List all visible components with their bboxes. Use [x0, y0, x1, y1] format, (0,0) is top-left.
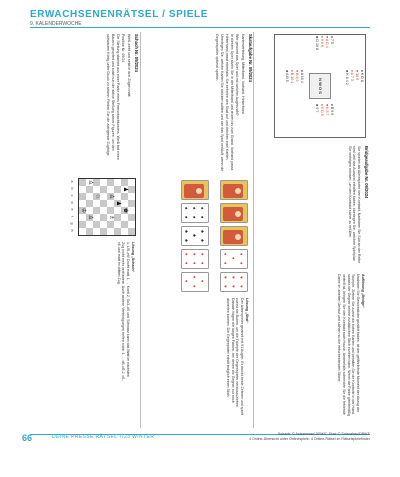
- bridge-solution-heading: Auflösung „Bridge“: [361, 274, 365, 308]
- chess-square: [121, 221, 128, 228]
- chess-square: [86, 228, 93, 235]
- bridge-hand-north: [335, 69, 365, 103]
- playing-card: [220, 226, 248, 246]
- bridge-compass: N W O S: [309, 73, 331, 99]
- chess-square: [79, 179, 86, 186]
- chess-square: [114, 186, 121, 193]
- column-divider: [140, 32, 141, 428]
- playing-card: ♦ ♦ ♦ ♦ ♦: [220, 249, 248, 269]
- bridge-intro: Sie spielen als Alleinspieler den Kontrakt. Nachdem Sie Süd an der Reihe sind und das Ausspiel erhalten haben, überlegen Sie, welchen Spielplan Sie verfolgen müssen, um den Kontrakt sicher zu erfüllen.: [347, 146, 362, 264]
- bridge-suit-line: ♥ 10 9: [355, 70, 359, 81]
- chess-board: [78, 178, 136, 236]
- chess-caption: Weiß zieht und setzt in drei Zügen matt: [127, 34, 132, 97]
- playing-card: ♥ ♥ ♥ ♥ ♥ ♥: [220, 272, 248, 292]
- chess-square: [93, 207, 100, 214]
- chess-file-label: g: [70, 222, 74, 225]
- chess-square: [86, 200, 93, 207]
- page-title: ERWACHSENENRÄTSEL / SPIELE: [30, 9, 209, 20]
- chess-intro: Die Stellung stammt aus einer Partie eines Fernschachturniers. Weiß hat einen Bauern geopfert und nutzt nun die aktive Stellung seiner Figuren, um den schwarzen König unter Druck zu setzen. Finden Sie die zwingende Zugfolge.: [106, 34, 120, 160]
- playing-card: ♦ ♦ ♦ ♦: [181, 272, 209, 292]
- page-number: 66: [22, 433, 33, 443]
- chess-square: [107, 186, 114, 193]
- chess-square: [121, 214, 128, 221]
- chess-square: [114, 221, 121, 228]
- chess-square: [86, 186, 93, 193]
- chess-square: [86, 221, 93, 228]
- bridge-hand-west: [305, 35, 335, 69]
- playing-card: [220, 180, 248, 200]
- playing-card: ♦ ♦ ♦ ♦ ♦ ♦: [181, 249, 209, 269]
- chess-file-label: f: [70, 216, 74, 217]
- bridge-suit-line: ♣ K 6 4 2: [345, 70, 349, 85]
- bridge-suit-line: ♥ K 8 7: [325, 104, 329, 116]
- chess-square: [128, 186, 135, 193]
- chess-square: [100, 200, 107, 207]
- chess-square: [107, 228, 114, 235]
- bridge-hand-south: [275, 69, 305, 103]
- chess-square: [128, 214, 135, 221]
- bridge-suit-line: ♣ A B 5: [285, 70, 289, 82]
- chess-square: [79, 186, 86, 193]
- header-divider: [30, 27, 370, 28]
- chess-square: [107, 200, 114, 207]
- page-subtitle: 9. KALENDERWOCHE: [30, 21, 82, 27]
- chess-square: [107, 179, 114, 186]
- chess-square: [121, 228, 128, 235]
- bridge-heading: Bridgeaufgabe Nr. 09/2024: [364, 146, 369, 199]
- bridge-solution-text: Nachdem Sie Gewinnstiche gezählt haben, ist der gefährlichste Moment der Abzug der Trümpfe. Ziehen Sie zuerst die hohen Karten und behalten Sie die Kontrolle in der Hand, sodass der Gegner keinen zusätzlichen Stich erzielen kann. Wenn die Farbe gleichmäßig verteilt ist, bringen Sie den Kontrakt nach Hause. Andernfalls schneiden Sie die fehlende Dame im zweiten Umlauf und sichern so die entscheidenden Stiche.: [337, 274, 361, 417]
- chess-square: [100, 228, 107, 235]
- chess-square: [79, 193, 86, 200]
- chess-square: ♔: [80, 207, 86, 214]
- bridge-suit-line: ♣ 9 7: [315, 104, 319, 113]
- chess-square: [128, 207, 135, 214]
- chess-solution-heading: Lösung „Schach“: [131, 242, 135, 273]
- chess-square: [100, 179, 107, 186]
- chess-square: [100, 207, 107, 214]
- chess-square: [114, 228, 121, 235]
- chess-square: ♗: [108, 214, 114, 221]
- skat-solution-text: Der Alleinspieler gewinnt mit 91 Augen. Er drückt beide Zehnen und spielt zuerst die Buben, um die Trümpfe der Gegenspieler herauszuziehen. Danach folgen die langen Farben, bei denen die Gegner nur noch abwerfen können. Die Gegenpartei erhält lediglich einen Stich.: [225, 298, 245, 416]
- chess-square: [121, 193, 128, 200]
- bridge-suit-line: ♠ 7 5: [330, 36, 334, 44]
- chess-square: [93, 200, 100, 207]
- chess-heading: Schach Nr. 09/2024: [134, 34, 139, 72]
- chess-square: [114, 214, 121, 221]
- bridge-suit-line: ♦ A 7 3: [350, 70, 354, 81]
- chess-square: [107, 221, 114, 228]
- credits-line: Schach: © Aufsammerl DRIKE, Skat: © Schwabes/DRIKE: [278, 432, 370, 436]
- chess-panel: [34, 34, 138, 424]
- chess-square: ♙: [87, 214, 93, 221]
- bridge-suit-line: ♣ D 10 8: [315, 36, 319, 50]
- chess-square: [100, 193, 107, 200]
- skat-question: Wer gewinnt das Spiel und mit welcher Augenzahl?: [235, 34, 240, 116]
- chess-file-label: h: [70, 229, 74, 232]
- chess-square: [100, 186, 107, 193]
- chess-square: [93, 228, 100, 235]
- chess-square: [114, 179, 121, 186]
- chess-square: ♙: [87, 179, 93, 186]
- playing-card: ♣ ♣ ♣ ♣ ♣: [181, 226, 209, 246]
- chess-square: [128, 200, 135, 207]
- chess-square: [79, 228, 86, 235]
- chess-square: [121, 179, 128, 186]
- chess-square: [114, 193, 121, 200]
- bridge-suit-line: ♦ 9 8 6: [320, 36, 324, 47]
- chess-square: [79, 221, 86, 228]
- bridge-hand-east: [305, 103, 335, 137]
- chess-square: [128, 221, 135, 228]
- footer-credits: [249, 432, 370, 442]
- bridge-suit-line: ♠ K D 8: [360, 70, 364, 82]
- chess-solution-text: 1. Lf5–e6! Droht matt. 1. ... Kxe6 2. Sc3–d5 und Schwarz kann das Matt im nächsten Zug nicht mehr verhindern. Auch andere Verteidigungen helfen nicht: 1. ... d6–d5 2. c5–c6 und matt im dritten Zug.: [116, 242, 131, 382]
- chess-square: [93, 186, 100, 193]
- skat-intro: In diesem Spiel sitzen Sie in der Mittelhand und reizen bis zum Grand. Vorhand passt, Hinterhand passt ebenfalls. Sie nehmen den Skat auf und drücken zwei Karten. Überlegen Sie, welche Karten Sie drücken sollten und wie das Spiel verläuft, wenn die Gegenspieler optimal spielen.: [215, 34, 234, 172]
- chess-square: [128, 193, 135, 200]
- chess-file-label: e: [70, 208, 74, 211]
- column-divider: [253, 32, 254, 428]
- chess-square: [121, 200, 128, 207]
- chess-square: [79, 214, 86, 221]
- bridge-suit-line: ♠ B 9 6: [330, 104, 334, 116]
- credits-line: 4 Online-Übersicht unter Onlinespiele: 4 Online-Rätsel im Rätselspielefinder: [249, 437, 370, 441]
- playing-card: ♠ ♠ ♠ ♠ ♠ ♠: [181, 203, 209, 223]
- bridge-suit-line: ♦ B 10 4: [290, 70, 294, 84]
- bridge-suit-line: ♥ B 6 5: [295, 70, 299, 82]
- chess-square: [107, 207, 114, 214]
- skat-cards: [176, 180, 252, 292]
- chess-board-label: Position Nr. 09/24: [121, 34, 126, 63]
- chess-square: [114, 207, 121, 214]
- publication-name: DEINE PRESSE RÄTSEL 7/23 WINTER: [52, 434, 155, 440]
- chess-file-labels: [69, 178, 74, 236]
- chess-square: ♟: [122, 186, 128, 193]
- chess-file-label: c: [70, 194, 74, 197]
- skat-panel: [148, 34, 252, 424]
- chess-square: [93, 214, 100, 221]
- bridge-suit-line: ♠ A 10 4: [300, 70, 304, 83]
- chess-square: [100, 214, 107, 221]
- chess-square: [86, 193, 93, 200]
- playing-card: [220, 203, 248, 223]
- chess-square: [100, 221, 107, 228]
- skat-heading: Skataufgabe Nr. 09/2024: [248, 34, 253, 82]
- chess-file-label: a: [70, 180, 74, 183]
- chess-file-label: d: [70, 201, 74, 204]
- chess-square: [128, 228, 135, 235]
- chess-square: [93, 221, 100, 228]
- chess-square: ♘: [94, 193, 100, 200]
- bridge-panel: [264, 34, 368, 424]
- playing-card: [181, 180, 209, 200]
- skat-solution-heading: Lösung „Skat“: [245, 298, 249, 324]
- skat-caption: Kartenverteilung: Mittelhand, Vorhand, Hinterhand: [241, 34, 246, 114]
- chess-diagram: [69, 170, 138, 236]
- chess-square: [79, 200, 86, 207]
- chess-file-label: b: [70, 187, 74, 190]
- chess-square: [86, 207, 93, 214]
- chess-square: [93, 179, 100, 186]
- bridge-suit-line: ♥ A D 4: [325, 36, 329, 48]
- bridge-diagram: [274, 34, 366, 138]
- bridge-suit-line: ♦ K D 5: [320, 104, 324, 116]
- chess-square: ♚: [122, 207, 128, 214]
- chess-square: [128, 179, 135, 186]
- chess-square: ♟: [115, 200, 121, 207]
- chess-square: ♙: [108, 193, 114, 200]
